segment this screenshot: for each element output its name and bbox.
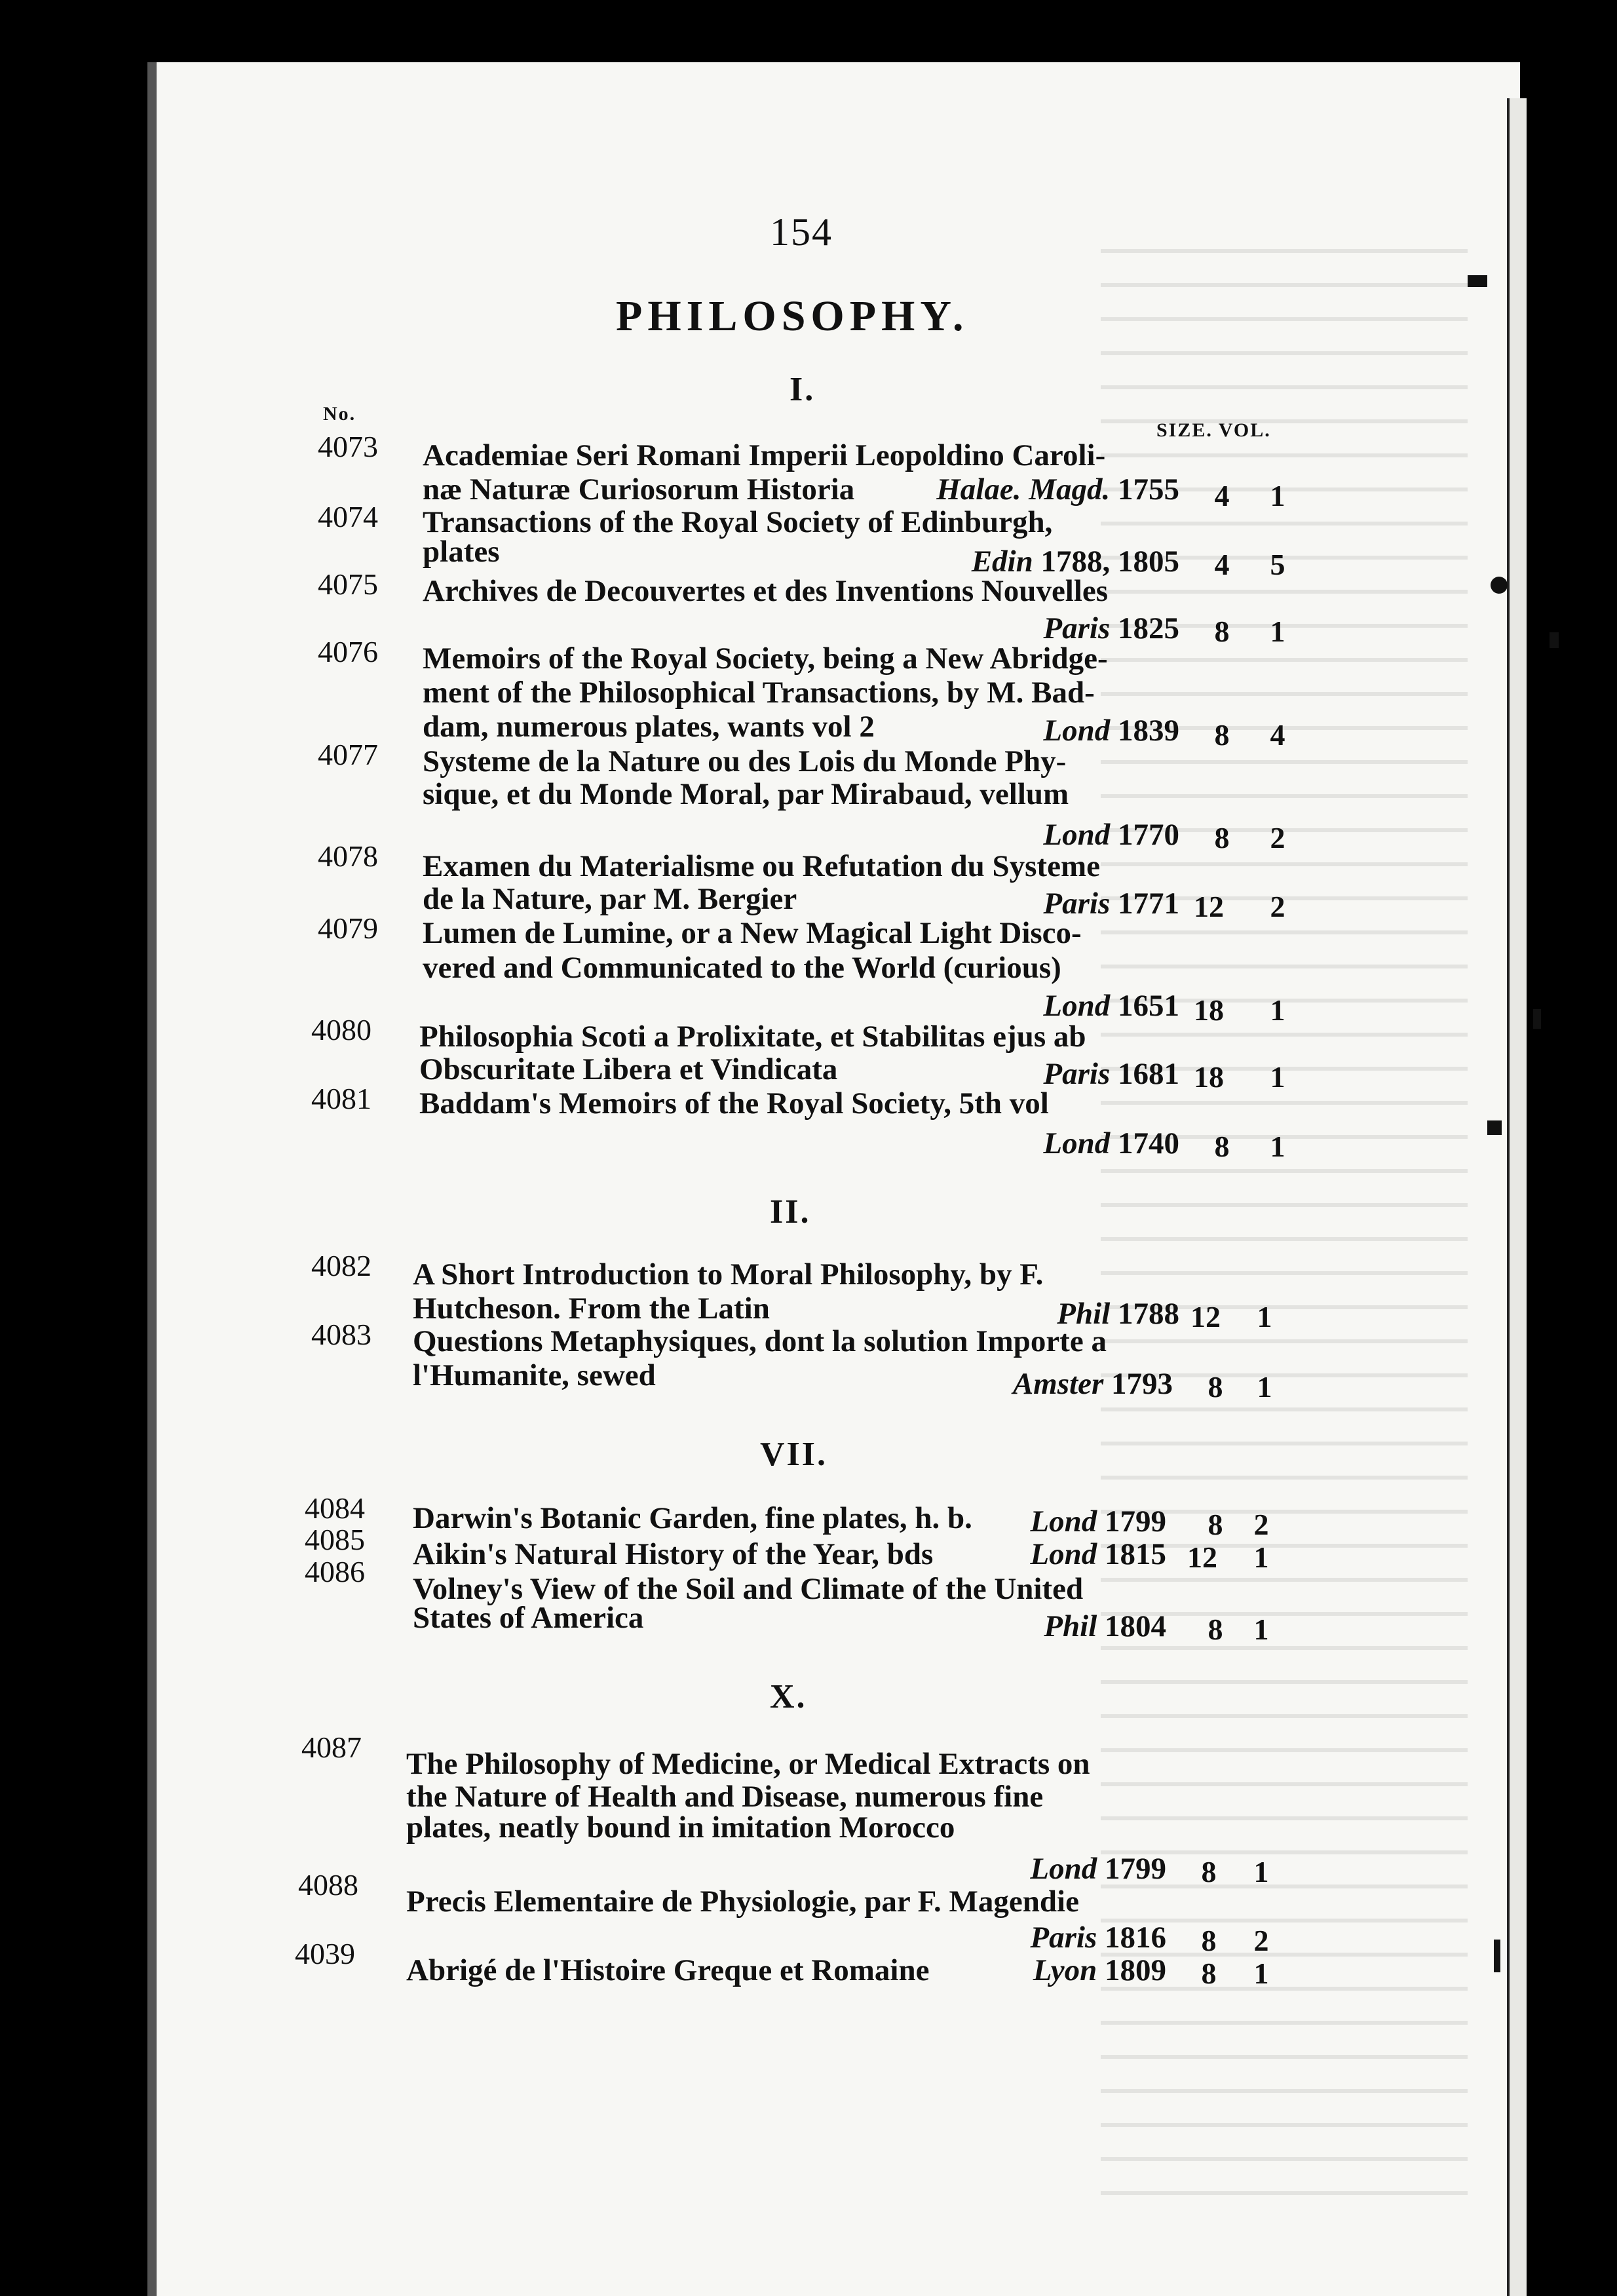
entry-imprint [773, 713, 1179, 748]
entry-vol: 1 [1253, 1957, 1269, 1990]
entry-number: 4088 [298, 1868, 358, 1902]
entry-size: 8 [1208, 1508, 1223, 1541]
entry-size: 4 [1214, 548, 1230, 581]
entry-vol: 2 [1270, 821, 1285, 854]
imprint-place: Paris [1043, 611, 1111, 645]
column-header-no: No. [323, 403, 356, 425]
entry-title-line: de la Nature, par M. Bergier [423, 882, 797, 916]
entry-size: 4 [1214, 479, 1230, 512]
entry-title-line: vered and Communicated to the World (curious) [423, 951, 1061, 985]
entry-number: 4079 [318, 911, 378, 945]
entry-title-line: plates, neatly bound in imitation Morocco [406, 1810, 955, 1845]
imprint-year: 1771 [1118, 887, 1179, 921]
entry-title-line: The Philosophy of Medicine, or Medical Extracts on [406, 1747, 1090, 1781]
entry-vol: 1 [1253, 1613, 1269, 1646]
entry-number: 4085 [305, 1523, 365, 1556]
margin-mark [1494, 1940, 1500, 1972]
entry-title-line: ment of the Philosophical Transactions, by M. Bad- [423, 676, 1095, 710]
imprint-place: Lyon [1033, 1953, 1097, 1987]
imprint-year: 1793 [1111, 1367, 1173, 1401]
imprint-year: 1799 [1105, 1504, 1166, 1539]
entry-title-line: Baddam's Memoirs of the Royal Society, 5th vol [419, 1086, 1049, 1120]
imprint-year: 1651 [1118, 989, 1179, 1023]
entry-title-line: Academiae Seri Romani Imperii Leopoldino Caroli- [423, 438, 1106, 472]
entry-size: 8 [1214, 615, 1230, 648]
entry-size: 8 [1208, 1613, 1223, 1646]
entry-imprint [773, 472, 1179, 507]
entry-title-line: States of America [413, 1601, 644, 1635]
entry-title-line: Precis Elementaire de Physiologie, par F. Magendie [406, 1885, 1079, 1919]
imprint-year: 1788, 1805 [1040, 545, 1179, 579]
imprint-year: 1815 [1105, 1537, 1166, 1571]
entry-title-line: Hutcheson. From the Latin [413, 1292, 770, 1326]
imprint-place: Phil [1057, 1297, 1111, 1331]
imprint-year: 1788 [1118, 1297, 1179, 1331]
imprint-year: 1825 [1118, 611, 1179, 645]
entry-size: 8 [1214, 821, 1230, 854]
entry-vol: 1 [1270, 479, 1285, 512]
imprint-place: Lond [1043, 989, 1111, 1023]
margin-mark [1491, 577, 1508, 594]
entry-title-line: plates [423, 535, 500, 569]
entry-title-line: Examen du Materialisme ou Refutation du Systeme [423, 849, 1100, 883]
entry-title-line: Aikin's Natural History of the Year, bds [413, 1537, 934, 1571]
entry-title-line: the Nature of Health and Disease, numerous fine [406, 1780, 1044, 1814]
entry-title-line: Archives de Decouvertes et des Inventions Nouvelles [423, 574, 1109, 608]
entry-size: 12 [1194, 890, 1224, 923]
entry-size: 18 [1194, 993, 1224, 1027]
page-number: 154 [770, 210, 833, 254]
entry-title-line: dam, numerous plates, wants vol 2 [423, 710, 875, 744]
imprint-year: 1816 [1105, 1921, 1166, 1955]
entry-vol: 1 [1253, 1540, 1269, 1574]
imprint-place: Amster [1012, 1367, 1104, 1401]
entry-vol: 1 [1257, 1370, 1272, 1404]
entry-number: 4084 [305, 1491, 365, 1525]
entry-title-line: Abrigé de l'Histoire Greque et Romaine [406, 1953, 930, 1987]
entry-title-line: Obscuritate Libera et Vindicata [419, 1052, 838, 1086]
imprint-place: Lond [1043, 1126, 1111, 1160]
margin-mark [1550, 632, 1559, 648]
entry-imprint [767, 1366, 1173, 1402]
entry-imprint [760, 1504, 1166, 1539]
margin-mark [1468, 275, 1487, 287]
entry-vol: 5 [1270, 548, 1285, 581]
entry-imprint [760, 1851, 1166, 1886]
imprint-year: 1799 [1105, 1852, 1166, 1886]
section-heading-4: X. [770, 1678, 807, 1715]
imprint-place: Lond [1030, 1504, 1097, 1539]
entry-size: 8 [1208, 1370, 1223, 1404]
entry-title-line: Transactions of the Royal Society of Edinburgh, [423, 505, 1053, 539]
entry-vol: 1 [1257, 1300, 1272, 1333]
entry-number: 4081 [311, 1082, 371, 1115]
entry-number: 4039 [295, 1937, 355, 1970]
entry-title-line: sique, et du Monde Moral, par Mirabaud, vellum [423, 777, 1069, 811]
entry-imprint [773, 988, 1179, 1024]
imprint-place: Phil [1044, 1609, 1097, 1643]
entry-title-line: Systeme de la Nature ou des Lois du Monde Phy- [423, 744, 1067, 778]
entry-size: 8 [1214, 1130, 1230, 1163]
entry-vol: 1 [1270, 1130, 1285, 1163]
entry-vol: 4 [1270, 718, 1285, 752]
section-heading-2: II. [770, 1193, 811, 1231]
entry-vol: 1 [1253, 1855, 1269, 1888]
entry-number: 4078 [318, 839, 378, 873]
entry-title-line: Memoirs of the Royal Society, being a New Abridge- [423, 641, 1108, 676]
entry-size: 12 [1190, 1300, 1221, 1333]
imprint-year: 1809 [1105, 1953, 1166, 1987]
entry-vol: 1 [1270, 615, 1285, 648]
imprint-year: 1740 [1118, 1126, 1179, 1160]
imprint-place: Edin [971, 545, 1033, 579]
imprint-place: Lond [1043, 714, 1111, 748]
entry-title-line: Darwin's Botanic Garden, fine plates, h. b. [413, 1501, 972, 1535]
entry-vol: 2 [1253, 1924, 1269, 1957]
entry-imprint [760, 1537, 1166, 1572]
entry-imprint [760, 1920, 1166, 1955]
entry-number: 4080 [311, 1013, 371, 1046]
entry-vol: 1 [1270, 993, 1285, 1027]
entry-vol: 1 [1270, 1060, 1285, 1094]
imprint-place: Lond [1030, 1537, 1097, 1571]
imprint-place: Paris [1043, 887, 1111, 921]
imprint-year: 1770 [1118, 818, 1179, 852]
entry-size: 8 [1214, 718, 1230, 752]
imprint-place: Lond [1043, 818, 1111, 852]
margin-mark [1487, 1120, 1502, 1135]
entry-title-line: A Short Introduction to Moral Philosophy, by F. [413, 1257, 1044, 1292]
section-heading-3: VII. [760, 1436, 828, 1473]
entry-number: 4073 [318, 430, 378, 463]
imprint-place: Halae. Magd. [936, 472, 1111, 507]
column-header-size-vol: SIZE. VOL. [1156, 419, 1271, 441]
page-title: PHILOSOPHY. [616, 292, 969, 340]
imprint-place: Lond [1030, 1852, 1097, 1886]
entry-title-line: Volney's View of the Soil and Climate of the United [413, 1572, 1084, 1606]
entry-imprint [773, 817, 1179, 852]
imprint-place: Paris [1030, 1921, 1097, 1955]
entry-title-line: Philosophia Scoti a Prolixitate, et Stabilitas ejus ab [419, 1020, 1086, 1054]
imprint-year: 1839 [1118, 714, 1179, 748]
entry-title-line: næ Naturæ Curiosorum Historia [423, 472, 855, 507]
entry-vol: 2 [1253, 1508, 1269, 1541]
section-heading-1: I. [789, 371, 816, 408]
entry-title-line: Lumen de Lumine, or a New Magical Light Disco- [423, 916, 1082, 950]
entry-size: 18 [1194, 1060, 1224, 1094]
entry-number: 4074 [318, 500, 378, 533]
entry-imprint [773, 1126, 1179, 1161]
imprint-year: 1755 [1118, 472, 1179, 507]
entry-title-line: l'Humanite, sewed [413, 1358, 656, 1392]
entry-size: 8 [1201, 1924, 1217, 1957]
imprint-year: 1681 [1118, 1057, 1179, 1091]
entry-number: 4082 [311, 1249, 371, 1282]
entry-number: 4077 [318, 738, 378, 771]
facing-page-edge [1507, 98, 1527, 2296]
entry-number: 4075 [318, 567, 378, 601]
entry-title-line: Questions Metaphysiques, dont la solution Importe a [413, 1324, 1107, 1358]
entry-vol: 2 [1270, 890, 1285, 923]
entry-number: 4087 [301, 1731, 362, 1764]
imprint-place: Paris [1043, 1057, 1111, 1091]
margin-mark [1533, 1009, 1541, 1029]
entry-imprint [760, 1609, 1166, 1644]
entry-size: 8 [1201, 1957, 1217, 1990]
entry-number: 4083 [311, 1318, 371, 1351]
imprint-year: 1804 [1105, 1609, 1166, 1643]
entry-size: 8 [1201, 1855, 1217, 1888]
entry-number: 4076 [318, 635, 378, 668]
entry-number: 4086 [305, 1555, 365, 1588]
entry-size: 12 [1187, 1540, 1217, 1574]
entry-imprint [760, 1953, 1166, 1988]
